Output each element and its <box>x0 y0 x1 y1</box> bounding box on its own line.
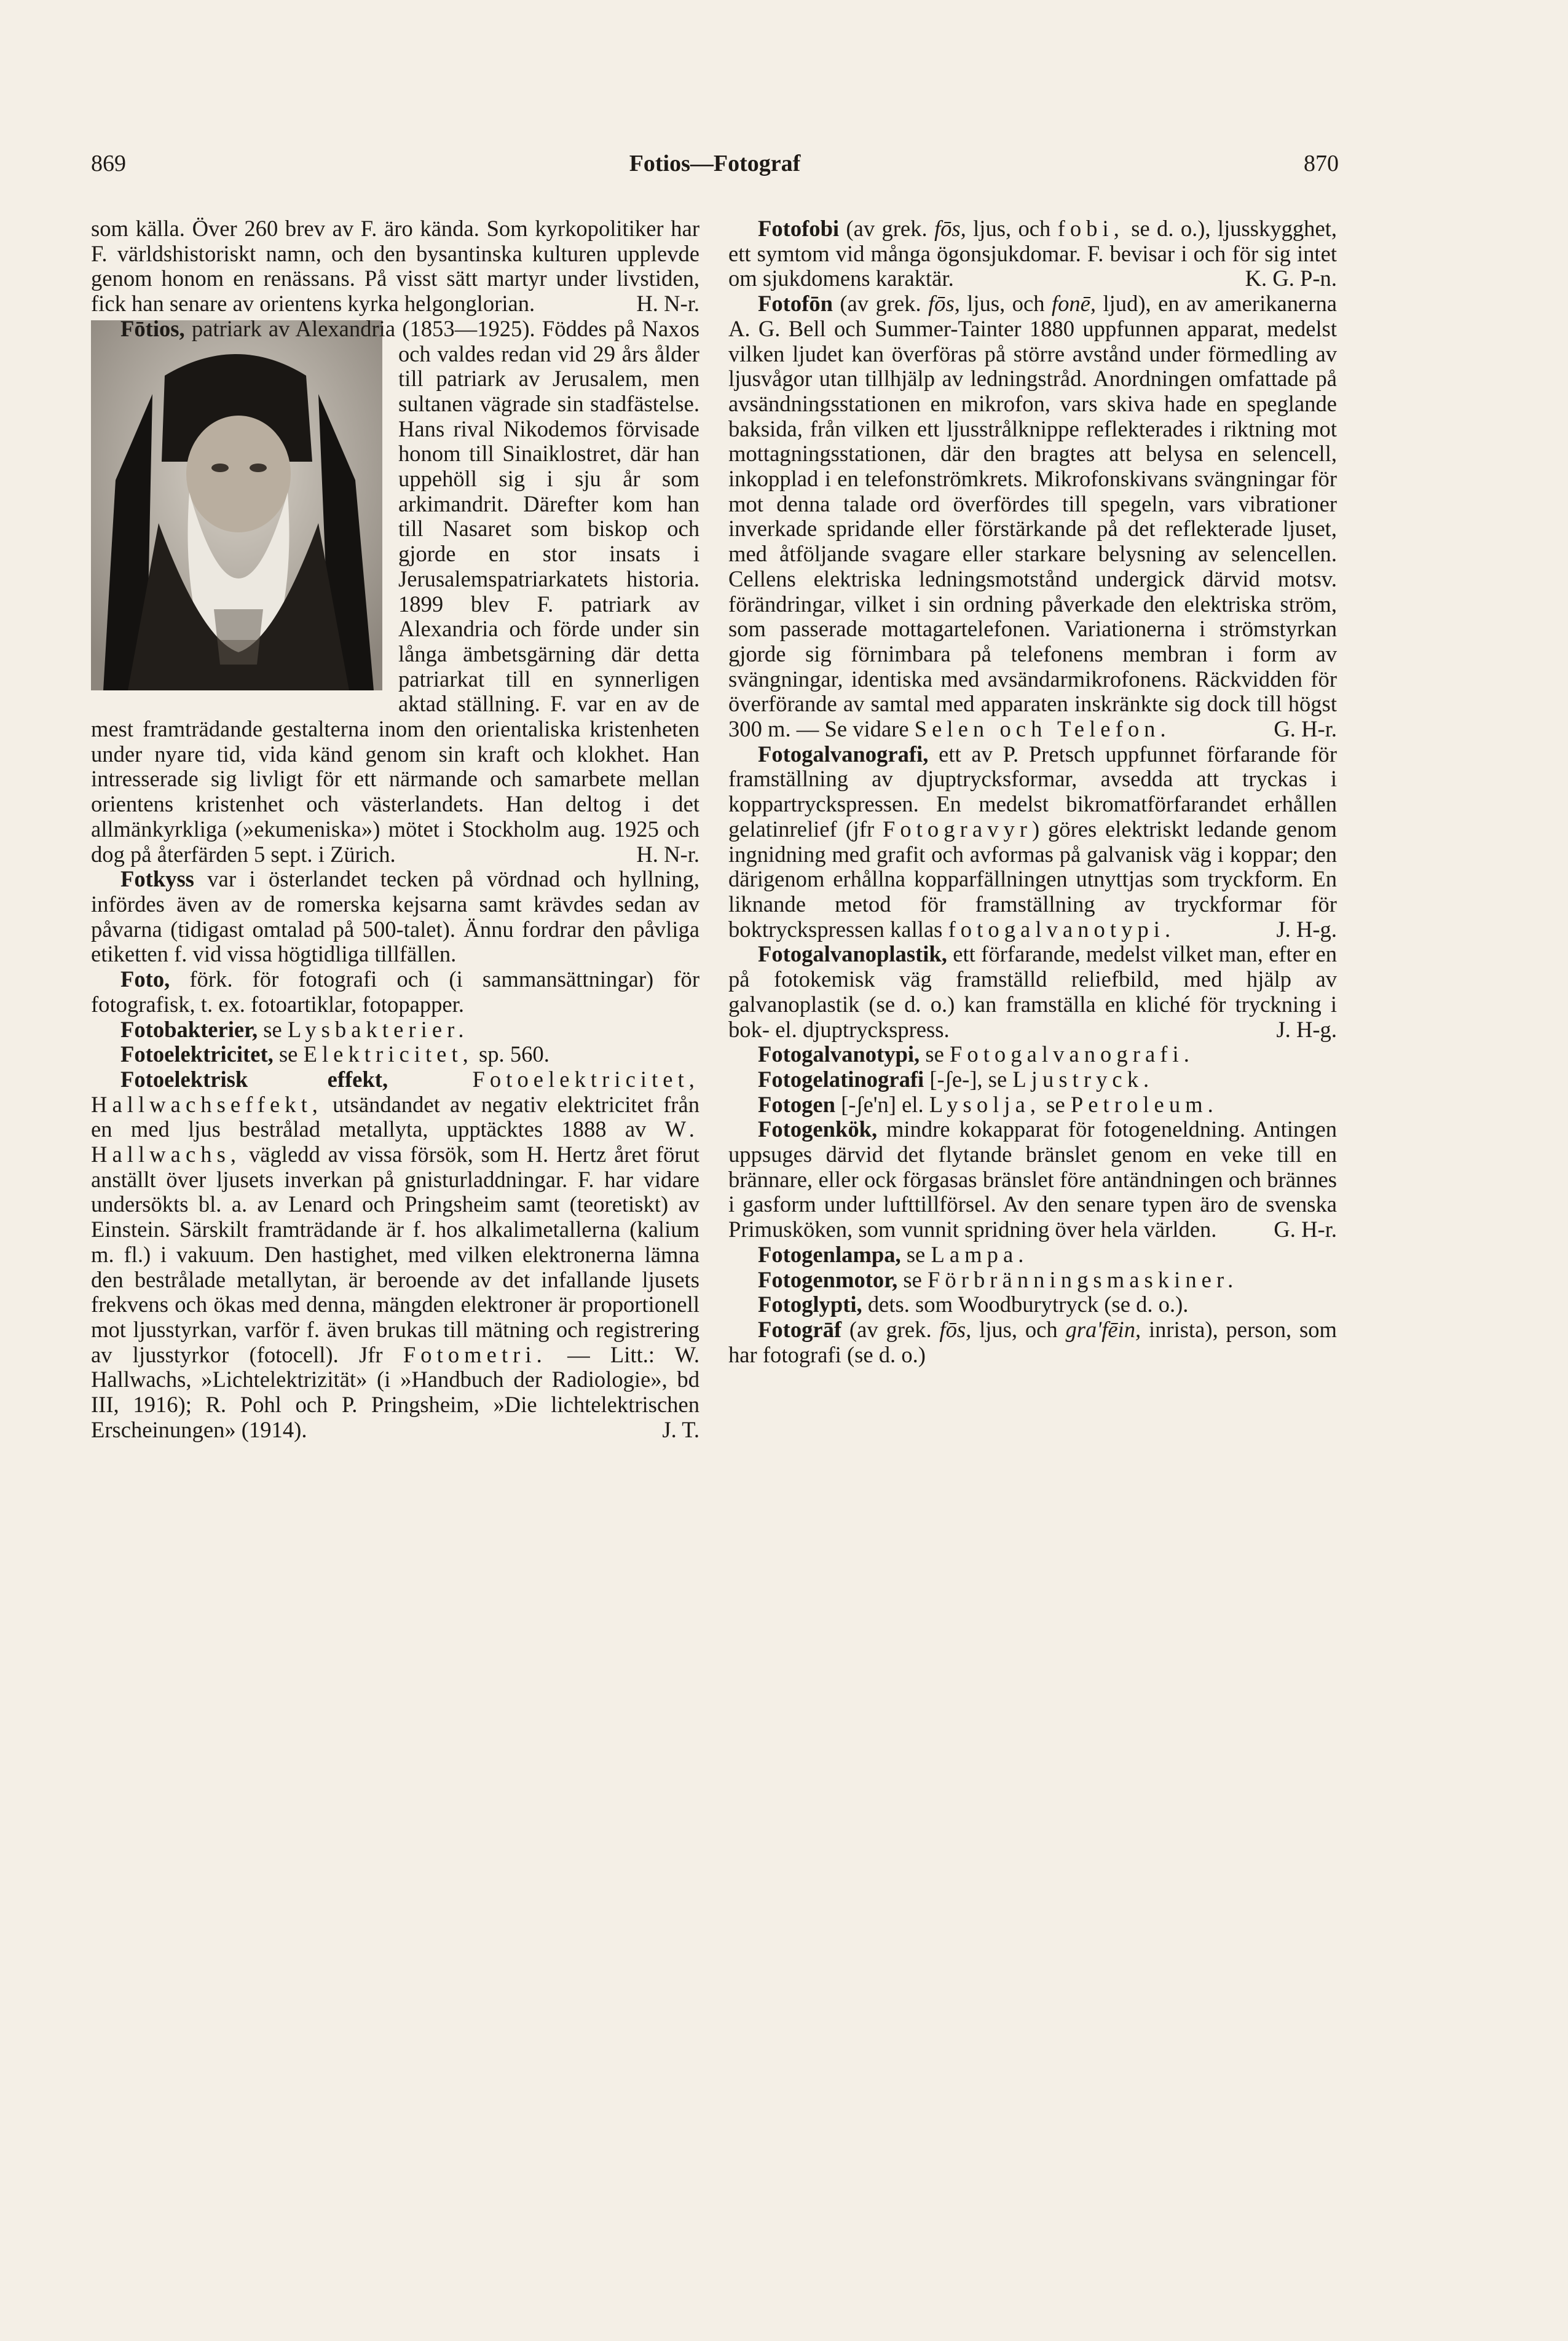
entry-fotoelektricitet: Fotoelektricitet, se Elektricitet, sp. 560. <box>120 1041 550 1067</box>
entry-foto: Foto, förk. för fotografi och (i sammansättningar) för fotografisk, t. ex. fotoartiklar, fotopapper. <box>91 966 699 1017</box>
entry-fotogalvanoplastik: Fotogalvanoplastik, ett förfarande, medelst vilket man, efter en på fotokemisk väg framställd reliefbild, med hjälp av galvanoplastik (se d. o.) kan framställa en kliché för tryckning i bok- el. djuptryckspress. J. H-g. <box>728 941 1337 1042</box>
entry-fotobakterier: Fotobakterier, se Lysbakterier. <box>120 1016 469 1042</box>
entry-fotogen: Fotogen [-ʃe'n] el. Lysolja, se Petroleum. <box>758 1091 1218 1117</box>
cross-reference: Elektricitet, <box>303 1041 473 1067</box>
running-title: Fotios—Fotograf <box>629 151 801 176</box>
entry-fotogenlampa: Fotogenlampa, se Lampa. <box>758 1241 1029 1267</box>
entry-term: Fotogelatinografi <box>758 1066 924 1092</box>
right-page-number: 870 <box>1304 151 1339 176</box>
entry-term: Fotogenkök, <box>758 1116 878 1142</box>
entry-fotoelektrisk-effekt: Fotoelektrisk effekt, Fotoelektricitet, Hallwachseffekt, utsändandet av negativ elektricitet från en med ljus bestrålad metallyta, upptäcktes 1888 av W. Hallwachs, vägledd av vissa försök, som H. Hertz året förut anställt över ljusets inverkan på gnisturladdningar. F. har vidare undersökts bl. a. av Lenard och Pringsheim samt (teoretiskt) av Einstein. Särskilt framträdande är f. hos alkalimetallerna (kalium m. fl.) i vakuum. Den hastighet, med vilken elektronerna lämna den bestrålade metallytan, är beroende av det infallande ljusets frekvens och ökas med denna, mängden elektroner är proportionell mot ljusstyrkan, varför f. även brukas till mätning och registrering av ljusstyrkor (fotocell). Jfr Fotometri. — Litt.: W. Hallwachs, »Lichtelektrizität» (i »Handbuch der Radiologie», bd III, 1916); R. Pohl och P. Pringsheim, »Die lichtelektrischen Erscheinungen» (1914). J. T. <box>91 1066 699 1442</box>
entry-term: Fotoelektricitet, <box>120 1041 274 1067</box>
entry-term: Fotogalvanografi, <box>758 741 929 767</box>
author-signature: G. H-r. <box>1274 716 1337 742</box>
entry-fotoglypti: Fotoglypti, dets. som Woodburytryck (se d. o.). <box>758 1292 1189 1317</box>
entry-continuation: som källa. Över 260 brev av F. äro kända. Som kyrkopolitiker har F. världshistoriskt namn, och den bysantinska kulturen upplevde genom honom en renässans. På visst sätt martyr under livstiden, fick han senare av orientens kyrka helgonglorian. H. N-r. <box>91 216 699 317</box>
entry-term: Fotofōn <box>758 291 833 317</box>
entry-fotogelatinografi: Fotogelatinografi [-ʃe-], se Ljustryck. <box>758 1066 1154 1092</box>
entry-fotofobi: Fotofobi (av grek. fōs, ljus, och fobi, se d. o.), ljusskygghet, ett symtom vid många ögonsjukdomar. F. bevisar i och för sig intet om sjukdomens karaktär. K. G. P-n. <box>728 216 1337 291</box>
entry-fotogenmotor: Fotogenmotor, se Förbränningsmaskiner. <box>758 1266 1239 1292</box>
cross-reference: Lampa. <box>931 1241 1029 1267</box>
author-signature: J. H-g. <box>1276 1016 1337 1042</box>
author-signature: J. H-g. <box>1276 916 1337 942</box>
entry-term: Fotogenlampa, <box>758 1241 901 1267</box>
author-signature: J. T. <box>662 1416 699 1442</box>
author-signature: H. N-r. <box>636 291 699 317</box>
entry-fotkyss: Fotkyss var i österlandet tecken på vördnad och hyllning, infördes även av de romerska kejsarna samt krävdes sedan av påvarna (tidigast omtalad på 500-talet). Ännu fordrar den påvliga etiketten f. vid vissa högtidliga tillfällen. <box>91 866 699 967</box>
cross-reference: Förbränningsmaskiner. <box>928 1266 1239 1292</box>
cross-reference: W. Hallwachs, <box>91 1116 699 1167</box>
entry-term: Fotogen <box>758 1091 835 1117</box>
cross-reference: Lysolja, <box>929 1091 1041 1117</box>
entry-term: Fōtios, <box>120 315 185 341</box>
left-page-number: 869 <box>91 151 126 176</box>
author-signature: H. N-r. <box>636 841 699 867</box>
cross-reference: fotogalvanotypi. <box>948 916 1176 942</box>
entry-term: Fotkyss <box>120 866 194 892</box>
entry-fotogalvanotypi: Fotogalvanotypi, se Fotogalvanografi. <box>758 1041 1194 1067</box>
page-header <box>91 150 1339 187</box>
author-signature: G. H-r. <box>1274 1217 1337 1242</box>
entry-term: Fotoelektrisk effekt, <box>120 1066 388 1092</box>
entry-term: Fotobakterier, <box>120 1016 258 1042</box>
entry-term: Fotogenmotor, <box>758 1266 898 1292</box>
entry-fotios <box>91 317 699 867</box>
cross-reference: Selen och Telefon. <box>914 716 1171 742</box>
cross-reference: Fotometri. <box>403 1341 547 1367</box>
entry-fotogenkok: Fotogenkök, mindre kokapparat för fotogeneldning. Antingen uppsuges därvid det flytande bränslet genom en veke till en brännare, eller ock förgasas bränslet före antändningen och brännes i gasform under lufttillförsel. Av den senare typen äro de svenska Primusköken, som vunnit spridning över hela världen. G. H-r. <box>728 1116 1337 1242</box>
entry-term: Fotogrāf <box>758 1316 842 1342</box>
cross-reference: Fotogalvanografi. <box>949 1041 1194 1067</box>
cross-reference: Fotoelektricitet, Hallwachseffekt, <box>91 1066 699 1117</box>
entry-term: Fotoglypti, <box>758 1292 862 1317</box>
cross-reference: Lysbakterier. <box>287 1016 469 1042</box>
cross-reference: Fotogravyr <box>882 816 1033 842</box>
entry-term: Foto, <box>120 966 170 992</box>
entry-text: patriark av Alexandria (1853—1925). Föddes på Naxos och valdes redan vid 29 års ålder till patriark av Jerusalem, men sultanen vägrade sin stadfästelse. Hans rival Nikodemos förvisade honom till Sinaiklostret, där han uppehöll sig i sju år som arkimandrit. Därefter kom han till Nasaret som biskop och gjorde en stor insats i Jerusalemspatriarkatets historia. 1899 blev F. patriark av Alexandria och förde under sin långa ämbetsgärning där detta patriarkat till en synnerligen aktad ställning. F. var en av de mest framträdande gestalterna inom den orientaliska kristenheten under nyare tid, vida känd genom sin kraft och klokhet. Han intresserade sig livligt för ett närmande och samarbete mellan orientens kristenhet och västerlandets. Han deltog i det allmänkyrkliga (»ekumeniska») mötet i Stockholm aug. 1925 och dog på återfärden 5 sept. i Zürich. <box>91 315 699 867</box>
entry-term: Fotofobi <box>758 216 840 241</box>
right-column <box>728 216 1337 1367</box>
entry-fotograf: Fotogrāf (av grek. fōs, ljus, och gra'fēin, inrista), person, som har fotografi (se d. o.) <box>728 1316 1337 1367</box>
entry-term: Fotogalvanoplastik, <box>758 941 947 967</box>
entry-term: Fotogalvanotypi, <box>758 1041 920 1067</box>
entry-fotofon: Fotofōn (av grek. fōs, ljus, och fonē, ljud), en av amerikanerna A. G. Bell och Summer-Tainter 1880 uppfunnen apparat, medelst vilken ljudet kan överföras på större avstånd under förmedling av ljusvågor utan tillhjälp av ledningstråd. Anordningen omfattade på avsändningsstationen en mikrofon, vars skiva hade en speglande baksida, från vilken ett ljusstrålknippe reflekterades i riktning mot mottagningsstationen, där den bragtes att belysa en selencell, inkopplad i en telefonströmkrets. Mikrofonskivans svängningar för mot denna talade ord överfördes till spegeln, vars vibrationer inverkade spridande eller förstärkande på det reflekterade ljuset, med åtföljande svagare eller starkare belysning av selencellen. Cellens elektriska ledningsmotstånd undergick därvid motsv. förändringar, vilket i sin ordning påverkade den elektriska ström, som passerade mottagartelefonen. Variationerna i strömstyrkan gjorde sig förnimbara på telefonens membran i form av svängningar, identiska med avsändarmikrofonens. Räckvidden för överförande av samtal med apparaten inskränkte sig dock till högst 300 m. — Se vidare Selen och Telefon. G. H-r. <box>728 291 1338 742</box>
portrait-photo-icon <box>91 320 382 690</box>
author-signature: K. G. P-n. <box>1245 266 1337 291</box>
entry-fotogalvanografi: Fotogalvanografi, ett av P. Pretsch uppfunnet förfarande för framställning av djuptrycksformar, avsedda att tryckas i koppartryckspressen. En medelst bikromatförfarandet erhållen gelatinrelief (jfr Fotogravyr) göres elektriskt ledande genom ingnidning med grafit och avformas på galvanisk väg i koppar; den därigenom erhållna kopparfällningen utnyttjas som tryckform. En liknande metod för framställning av tryckformar för boktryckspressen kallas fotogalvanotypi. J. H-g. <box>728 741 1337 942</box>
cross-reference: Ljustryck. <box>1012 1066 1154 1092</box>
cross-reference: Petroleum. <box>1070 1091 1218 1117</box>
left-column <box>91 216 699 1442</box>
